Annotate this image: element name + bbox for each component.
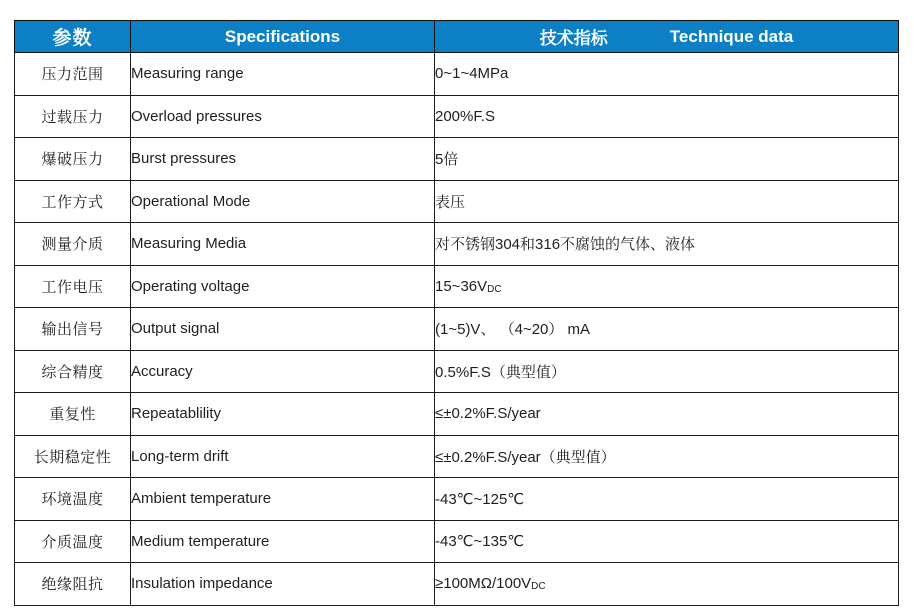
- value-cell: [435, 520, 899, 563]
- value-cell: [435, 223, 899, 266]
- param-cell: 输出信号: [15, 308, 131, 351]
- spec-cell: Output signal: [131, 308, 435, 351]
- value-text: (1~5)V、 （4~20） mA: [435, 321, 591, 339]
- table-row: [15, 180, 899, 223]
- table-row: [15, 350, 899, 393]
- table-row: [15, 95, 899, 138]
- value-text: 0~1~4MPa: [435, 65, 509, 83]
- header-param: 参数: [15, 21, 131, 53]
- table-row: [15, 478, 899, 521]
- table-row: [15, 265, 899, 308]
- spec-cell: Burst pressures: [131, 138, 435, 181]
- spec-cell: Measuring range: [131, 53, 435, 96]
- table-row: [15, 138, 899, 181]
- table-row: [15, 520, 899, 563]
- value-text: ≤±0.2%F.S/year（典型值）: [435, 448, 616, 466]
- param-cell: 工作电压: [15, 265, 131, 308]
- table-row: [15, 308, 899, 351]
- param-cell: 测量介质: [15, 223, 131, 266]
- table-row: [15, 223, 899, 266]
- param-cell: 压力范围: [15, 53, 131, 96]
- spec-cell: Operating voltage: [131, 265, 435, 308]
- param-cell: 重复性: [15, 393, 131, 436]
- param-cell: 综合精度: [15, 350, 131, 393]
- value-text: 15~36V: [435, 277, 488, 295]
- value-cell: [435, 180, 899, 223]
- spec-cell: Measuring Media: [131, 223, 435, 266]
- spec-cell: Medium temperature: [131, 520, 435, 563]
- value-subscript: DC: [531, 581, 546, 593]
- table-row: [15, 563, 899, 606]
- header-row: [15, 21, 899, 53]
- value-text: -43℃~135℃: [435, 533, 525, 551]
- value-cell: [435, 393, 899, 436]
- spec-cell: Ambient temperature: [131, 478, 435, 521]
- value-cell: [435, 308, 899, 351]
- spec-cell: Repeatablility: [131, 393, 435, 436]
- value-text: ≥100MΩ/100V: [435, 575, 532, 593]
- param-cell: 环境温度: [15, 478, 131, 521]
- param-cell: 长期稳定性: [15, 435, 131, 478]
- value-cell: [435, 478, 899, 521]
- table-row: [15, 435, 899, 478]
- spec-cell: Insulation impedance: [131, 563, 435, 606]
- value-text: 0.5%F.S（典型值）: [435, 363, 566, 381]
- value-text: ≤±0.2%F.S/year: [435, 405, 541, 423]
- value-cell: [435, 95, 899, 138]
- value-text: -43℃~125℃: [435, 490, 525, 508]
- value-cell: [435, 350, 899, 393]
- value-cell: [435, 435, 899, 478]
- header-specifications: Specifications: [131, 21, 435, 53]
- table-row: [15, 53, 899, 96]
- value-text: 200%F.S: [435, 107, 496, 125]
- param-cell: 爆破压力: [15, 138, 131, 181]
- value-subscript: DC: [487, 283, 502, 295]
- param-cell: 工作方式: [15, 180, 131, 223]
- header-technique-cn: 技术指标: [539, 29, 608, 48]
- table-row: [15, 393, 899, 436]
- value-cell: [435, 53, 899, 96]
- spec-cell: Operational Mode: [131, 180, 435, 223]
- value-cell: [435, 265, 899, 308]
- param-cell: 过载压力: [15, 95, 131, 138]
- header-technique-en: Technique data: [669, 26, 794, 46]
- header-technique: [435, 21, 899, 53]
- specifications-table: [14, 20, 899, 606]
- spec-cell: Accuracy: [131, 350, 435, 393]
- value-text: 对不锈钢304和316不腐蚀的气体、液体: [435, 236, 696, 254]
- value-text: 5倍: [435, 151, 459, 169]
- param-cell: 绝缘阻抗: [15, 563, 131, 606]
- value-cell: [435, 138, 899, 181]
- spec-cell: Overload pressures: [131, 95, 435, 138]
- value-text: 表压: [435, 193, 466, 211]
- param-cell: 介质温度: [15, 520, 131, 563]
- value-cell: [435, 563, 899, 606]
- spec-cell: Long-term drift: [131, 435, 435, 478]
